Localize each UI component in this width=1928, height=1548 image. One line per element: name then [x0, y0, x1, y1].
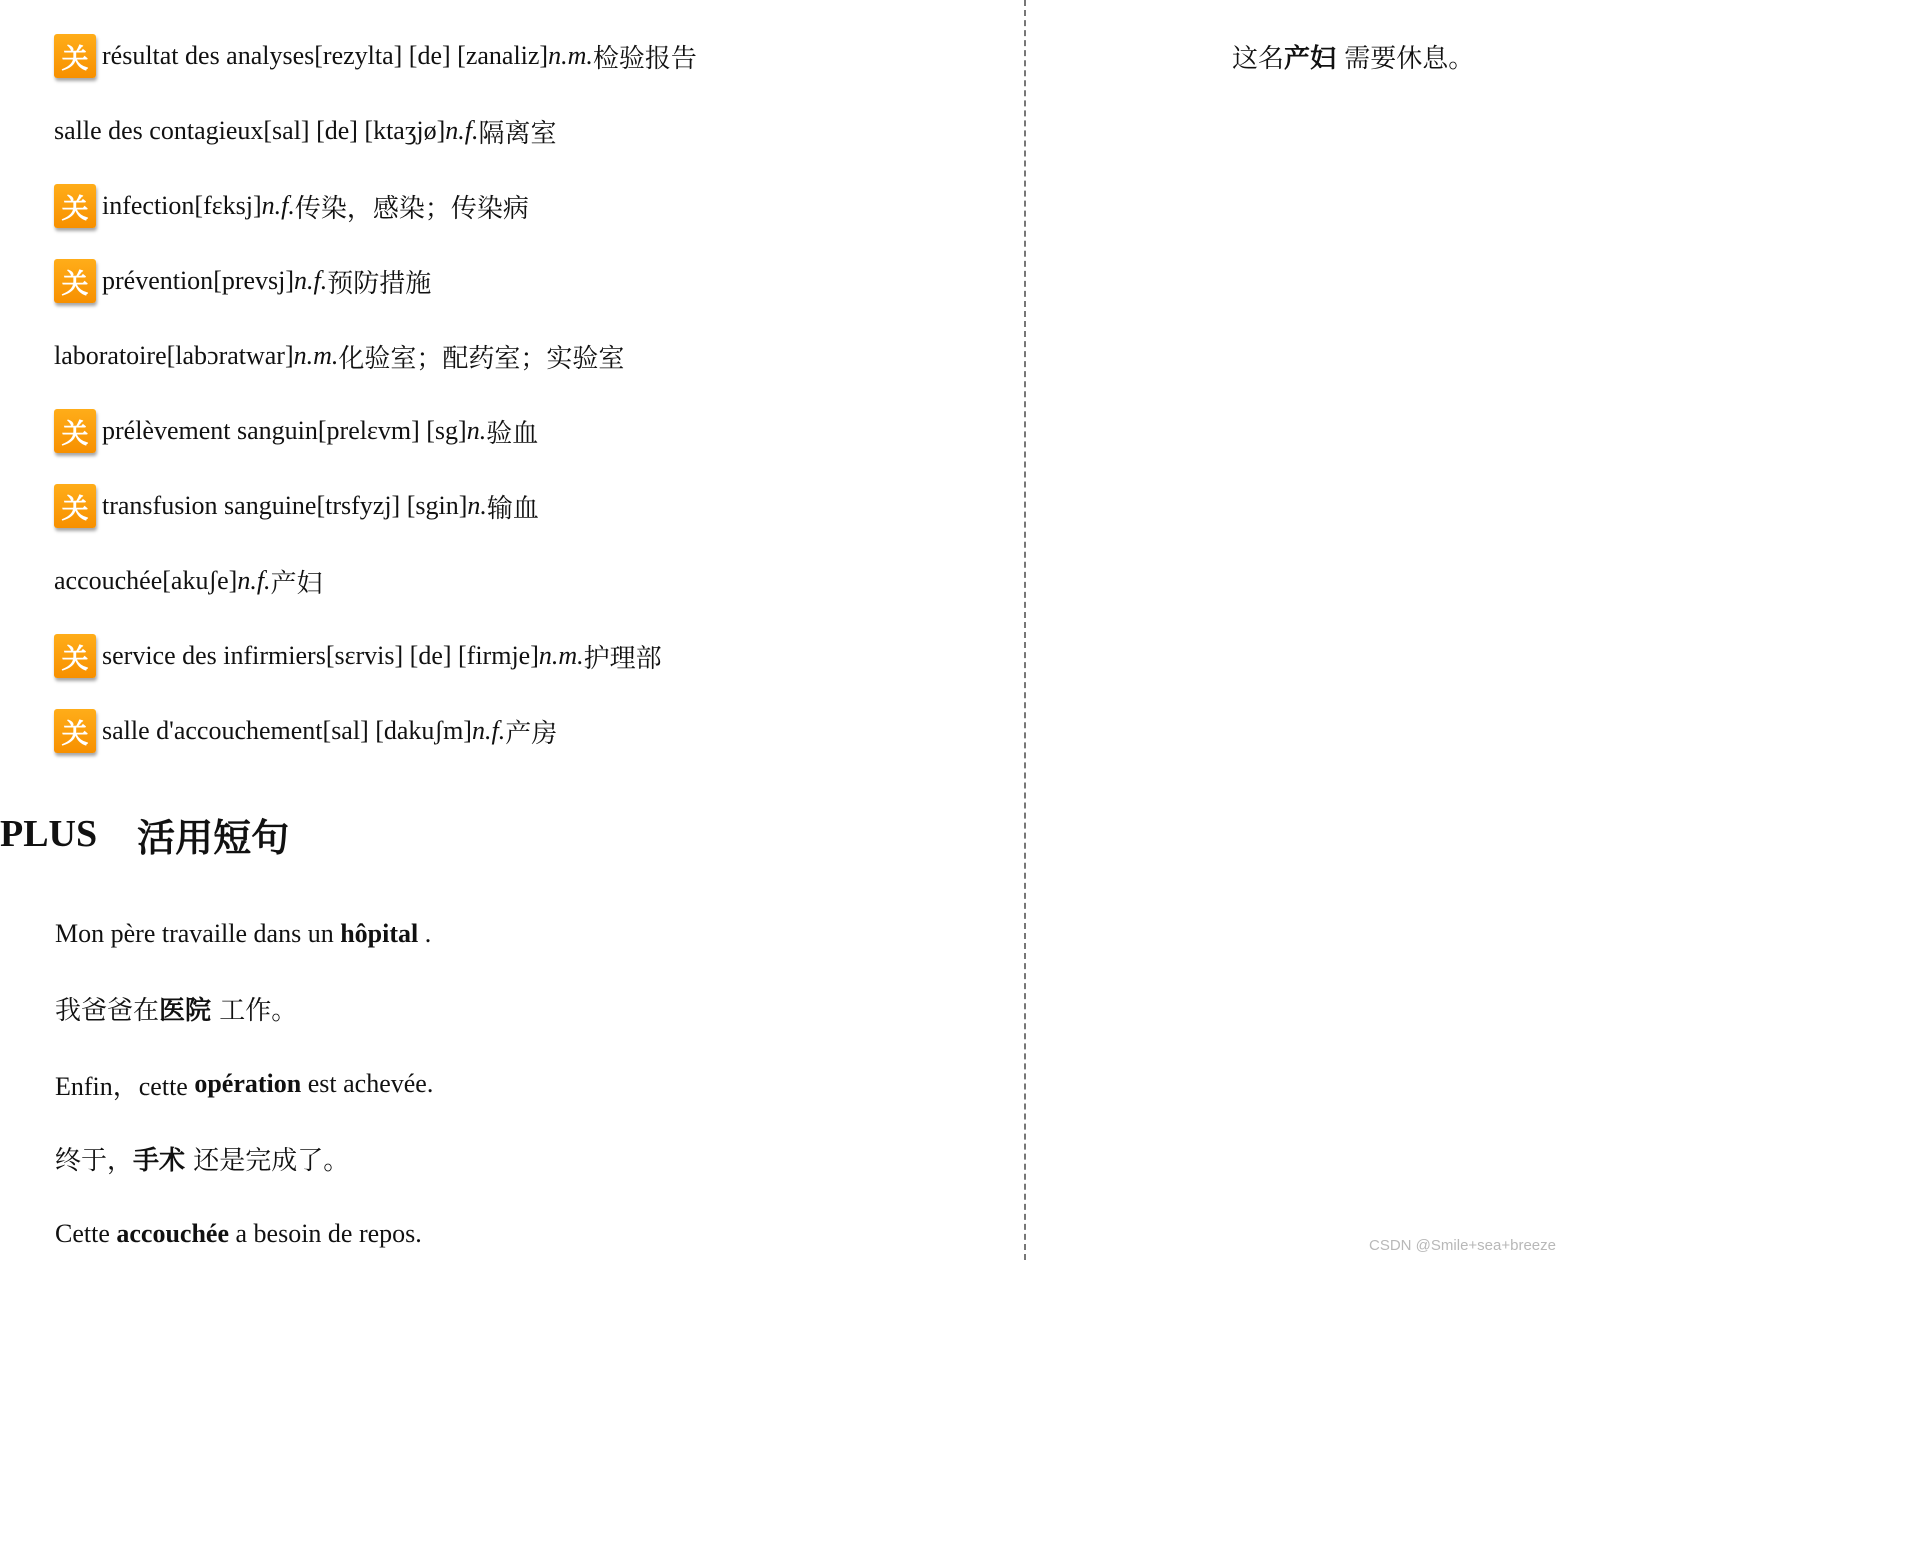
example-sentence-zh: 我爸爸在 医院 工作。	[55, 995, 298, 1026]
vocab-pos: n.	[466, 416, 487, 445]
example-sentence-zh-right: 这名 产妇 需要休息。	[1232, 43, 1475, 74]
vocab-item	[54, 257, 431, 305]
vocab-chinese: 输血	[486, 493, 539, 524]
example-sentence-fr: Enfin，cette opération est achevée.	[55, 1069, 434, 1101]
vocab-french: service des infirmiers	[102, 641, 326, 670]
vocab-french: infection	[102, 191, 195, 220]
vocab-chinese: 化验室；配药室；实验室	[338, 343, 625, 374]
plus-title: 活用短句	[137, 815, 290, 860]
vocab-french: prévention	[102, 266, 214, 295]
vocab-chinese: 预防措施	[327, 268, 432, 299]
vocab-item	[54, 707, 557, 755]
key-word-badge-icon: 关	[54, 409, 96, 453]
key-word-badge-icon: 关	[54, 184, 96, 228]
vocab-item	[54, 332, 624, 380]
key-word-badge-icon: 关	[54, 484, 96, 528]
vocab-pos: n.f.	[471, 716, 506, 745]
vocab-item	[54, 557, 323, 605]
vocab-ipa: [sal] [dakuʃm]	[322, 716, 472, 745]
vocab-french: accouchée	[54, 566, 163, 595]
vocab-ipa: [akuʃe]	[162, 566, 238, 595]
vocab-pos: n.m.	[293, 341, 339, 370]
vocab-item	[54, 182, 529, 230]
vocab-french: laboratoire	[54, 341, 167, 370]
vocab-item	[54, 407, 538, 455]
vocab-item	[54, 632, 662, 680]
vocab-pos: n.f.	[294, 266, 328, 295]
vocab-chinese: 产房	[505, 718, 558, 749]
vocab-ipa: [prelɛvm] [sg]	[317, 416, 467, 445]
plus-label: PLUS	[0, 813, 98, 855]
vocab-ipa: [sal] [de] [ktaʒjø]	[263, 116, 446, 145]
vocab-french: salle d'accouchement	[102, 716, 323, 745]
vocab-pos: n.m.	[538, 641, 584, 670]
vocab-french: prélèvement sanguin	[102, 416, 318, 445]
vocab-pos: n.	[467, 491, 487, 520]
vocab-item	[54, 32, 697, 80]
vocab-pos: n.f.	[237, 566, 271, 595]
dashed-divider	[1024, 0, 1026, 1260]
vocab-chinese: 隔离室	[478, 118, 557, 149]
vocab-ipa: [labɔratwar]	[166, 341, 294, 370]
example-sentence-fr: Mon père travaille dans un hôpital .	[55, 919, 432, 948]
key-word-badge-icon: 关	[54, 259, 96, 303]
example-sentence-fr: Cette accouchée a besoin de repos.	[55, 1219, 422, 1248]
key-word-badge-icon: 关	[54, 34, 96, 78]
vocab-pos: n.f.	[261, 191, 295, 220]
vocab-item	[54, 107, 557, 155]
vocab-french: transfusion sanguine	[102, 491, 317, 520]
vocab-chinese: 传染，感染；传染病	[294, 193, 529, 224]
example-sentence-zh: 终于， 手术 还是完成了。	[55, 1145, 350, 1176]
vocab-chinese: 产妇	[270, 568, 323, 599]
vocab-chinese: 检验报告	[592, 43, 697, 74]
vocab-ipa: [rezylta] [de] [zanaliz]	[314, 41, 549, 70]
vocab-ipa: [prevsj]	[213, 266, 295, 295]
vocab-ipa: [sɛrvis] [de] [firmje]	[325, 641, 539, 670]
vocab-pos: n.f.	[445, 116, 479, 145]
vocab-item	[54, 482, 539, 530]
key-word-badge-icon: 关	[54, 709, 96, 753]
vocab-french: salle des contagieux	[54, 116, 264, 145]
vocab-chinese: 验血	[486, 418, 539, 449]
watermark: CSDN @Smile+sea+breeze	[1369, 1237, 1556, 1254]
plus-section-heading	[0, 806, 289, 862]
vocab-pos: n.m.	[548, 41, 593, 70]
vocab-ipa: [trsfyzj] [sgin]	[316, 491, 468, 520]
vocab-french: résultat des analyses	[102, 41, 315, 70]
key-word-badge-icon: 关	[54, 634, 96, 678]
vocab-chinese: 护理部	[583, 643, 662, 674]
vocab-ipa: [fɛksj]	[194, 191, 262, 220]
